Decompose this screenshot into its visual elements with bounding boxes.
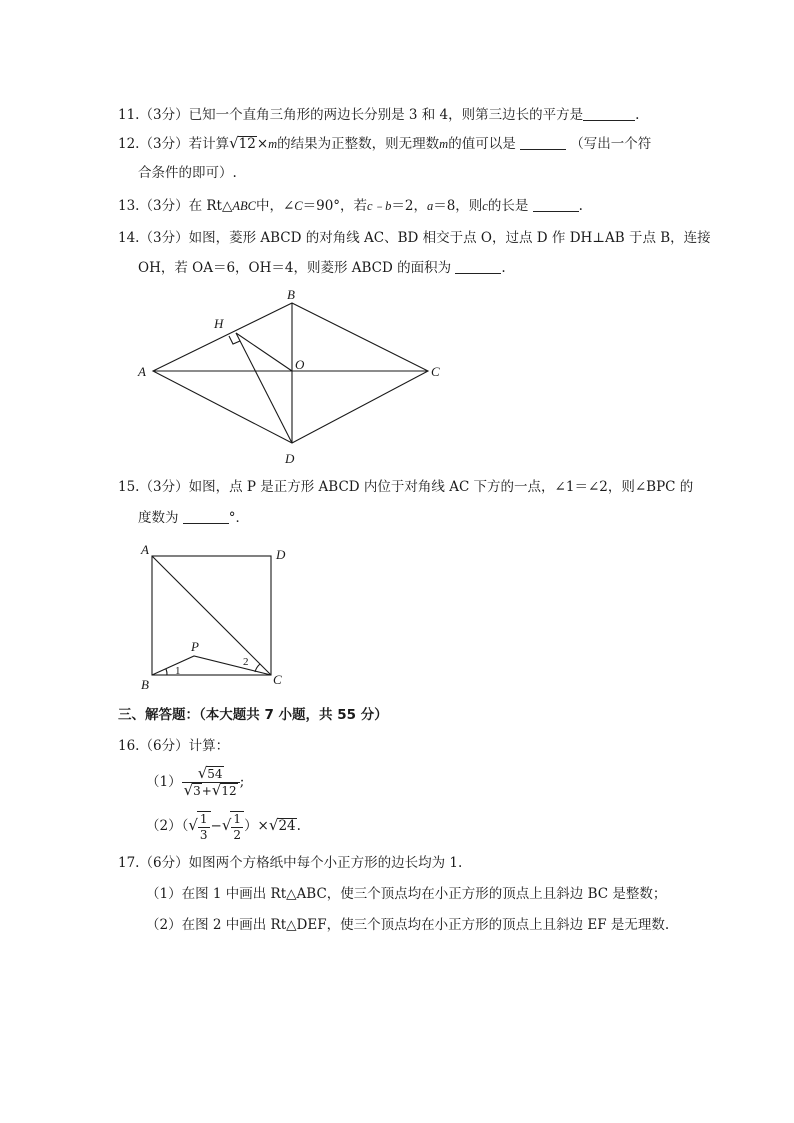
score: （3分） [139,198,189,214]
label-C: C [431,364,440,379]
question-15-cont: 度数为 °． [138,510,250,526]
radicand: 12 [238,136,256,152]
angle-1-label: 1 [175,665,181,677]
question-number: 16. [118,738,140,754]
label-P: P [191,639,199,654]
angle-2-label: 2 [243,656,249,668]
answer-blank[interactable] [583,107,635,121]
section-heading: 三、解答题：（本大题共 7 小题，共 55 分） [118,707,388,723]
answer-blank[interactable] [520,136,566,150]
label-D: D [276,547,286,562]
label-O: O [295,357,305,372]
question-number: 13. [118,198,140,214]
answer-blank[interactable] [183,510,229,524]
question-text: 已知一个直角三角形的两边长分别是 3 和 4，则第三边长的平方是 [188,107,584,123]
score: （3分） [139,230,189,246]
label-A: A [138,364,146,379]
score: （3分） [139,479,189,495]
question-16: 16.（6分）计算： [118,738,230,754]
question-16-part-2: （2）（√ $\frac{1}{3}$ −√ $\frac{1}{2}$ ）×√24. [146,811,301,842]
question-15: 15.（3分）如图，点 P 是正方形 ABCD 内位于对角线 AC 下方的一点，∠1＝∠2，则∠BPC 的 [118,479,694,495]
question-number: 17. [118,855,140,871]
label-H: H [214,316,224,331]
question-12: 12.（3分）若计算√12×m的结果为正整数，则无理数m的值可以是 （写出一个符 [118,134,652,152]
score: （3分） [139,107,189,123]
question-14: 14.（3分）如图，菱形 ABCD 的对角线 AC、BD 相交于点 O，过点 D 作 DH⊥AB 于点 B，连接 [118,230,711,246]
question-number: 14. [118,230,140,246]
question-11: 11.（3分）已知一个直角三角形的两边长分别是 3 和 4，则第三边长的平方是 . [118,107,640,123]
question-13: 13.（3分）在 Rt△ABC中，∠C＝90°，若c﹣b＝2，a＝8，则c的长是 . [118,198,583,214]
answer-blank[interactable] [533,198,579,212]
question-17: 17.（6分）如图两个方格纸中每个小正方形的边长均为 1. [118,855,463,871]
fraction: $\frac{1}{3}$ [197,811,211,843]
score: （3分） [139,136,189,152]
question-number: 15. [118,479,140,495]
question-17-part-1: （1）在图 1 中画出 Rt△ABC，使三个顶点均在小正方形的顶点上且斜边 BC 是整数； [146,886,667,902]
label-B: B [287,287,295,302]
rhombus-figure [130,282,460,472]
score: （6分） [139,738,189,754]
fraction: $\frac{√54}{√3+√12}$ [182,766,240,799]
question-number: 12. [118,136,140,152]
square-figure [130,540,300,690]
label-D: D [285,451,295,466]
question-14-cont: OH，若 OA＝6，OH＝4，则菱形 ABCD 的面积为 . [138,260,506,276]
question-number: 11. [118,107,140,123]
label-A: A [141,542,149,557]
answer-blank[interactable] [455,260,501,274]
score: （6分） [139,855,189,871]
question-12-cont: 合条件的即可）. [138,165,237,181]
question-17-part-2: （2）在图 2 中画出 Rt△DEF，使三个顶点均在小正方形的顶点上且斜边 EF 是无理数. [146,917,670,933]
fraction: $\frac{1}{2}$ [230,811,244,843]
question-16-part-1: （1） $\frac{√54}{√3+√12}$ ; [146,764,245,799]
label-C: C [273,672,282,687]
radical-sign: √ [229,134,239,152]
label-B: B [141,677,149,690]
